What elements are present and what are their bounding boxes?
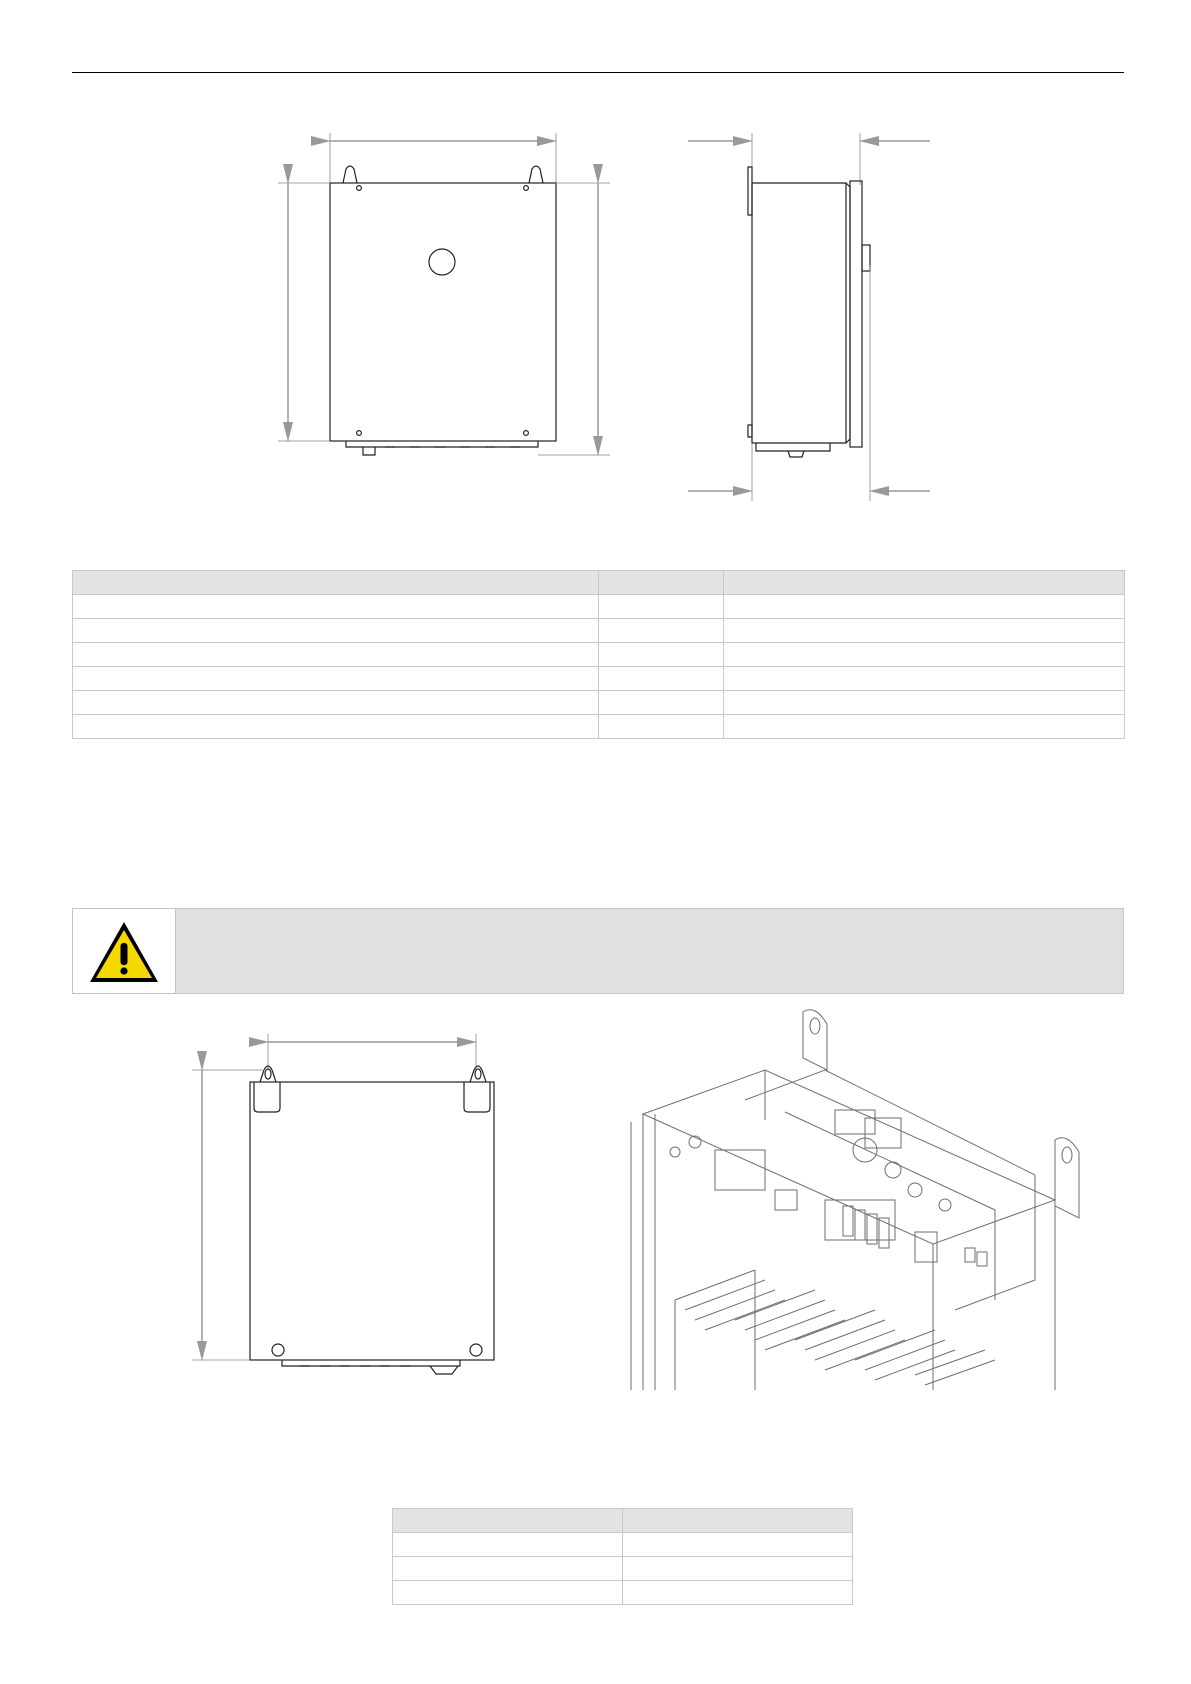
isometric-internal-drawing bbox=[615, 1000, 1085, 1390]
table-row bbox=[73, 691, 1125, 715]
table-row bbox=[393, 1557, 853, 1581]
table-header-cell bbox=[724, 571, 1125, 595]
table-header-row bbox=[73, 571, 1125, 595]
side-view-drawing bbox=[680, 125, 940, 505]
header-rule bbox=[72, 72, 1124, 73]
table-header-cell bbox=[73, 571, 599, 595]
table-row bbox=[73, 643, 1125, 667]
table-row bbox=[393, 1533, 853, 1557]
table-row bbox=[393, 1581, 853, 1605]
table-header-cell bbox=[599, 571, 724, 595]
mounting-drawing bbox=[190, 1030, 510, 1390]
warning-triangle-icon bbox=[87, 919, 161, 985]
table-row bbox=[73, 667, 1125, 691]
table-row bbox=[73, 595, 1125, 619]
mounting-table bbox=[392, 1508, 853, 1605]
table-row bbox=[73, 619, 1125, 643]
dimensions-table bbox=[72, 570, 1125, 739]
warning-box bbox=[72, 908, 1124, 994]
table-row bbox=[73, 715, 1125, 739]
table-header-row bbox=[393, 1509, 853, 1533]
front-view-drawing bbox=[260, 125, 620, 465]
table-header-cell bbox=[393, 1509, 623, 1533]
table-header-cell bbox=[622, 1509, 853, 1533]
warning-icon-cell bbox=[73, 909, 176, 993]
